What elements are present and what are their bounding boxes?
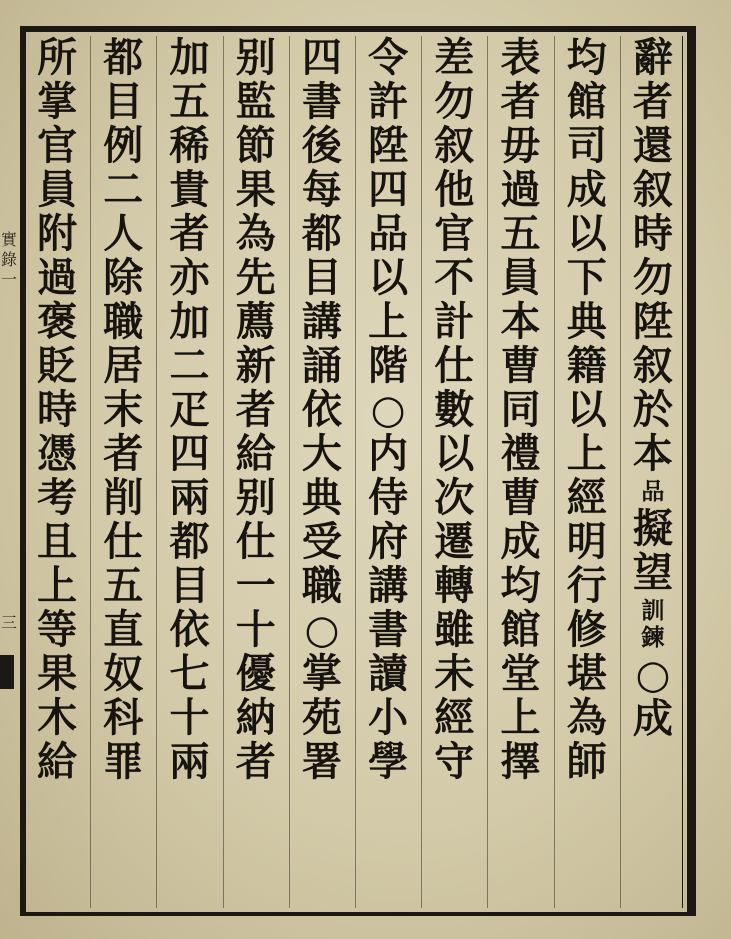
glyph: 籍 [566,342,607,389]
glyph: 叙 [632,166,673,213]
glyph: 過 [500,166,541,213]
glyph: 先 [235,254,276,301]
glyph: 誦 [301,342,342,389]
text-column-3 [493,36,549,908]
glyph: 曹 [500,474,541,521]
glyph: 直 [103,606,144,653]
glyph: 貶 [37,342,78,389]
glyph: 别 [235,34,276,81]
column-rule [289,36,290,908]
glyph: 許 [368,78,409,125]
glyph: 以 [434,430,475,477]
glyph: 仕 [103,518,144,565]
glyph: 薦 [235,298,276,345]
text-column-9 [95,36,151,908]
glyph: 差 [434,34,475,81]
glyph: ○ [304,606,340,653]
glyph: 職 [301,562,342,609]
glyph: 階 [368,342,409,389]
glyph: 館 [566,78,607,125]
glyph: 亦 [169,254,210,301]
glyph: 上 [37,562,78,609]
glyph: 十 [169,694,210,741]
glyph: 行 [566,562,607,609]
glyph: 講 [368,562,409,609]
column-rule [554,36,555,908]
glyph: 次 [434,474,475,521]
glyph: 下 [566,254,607,301]
glyph: 勿 [434,78,475,125]
glyph: 新 [235,342,276,389]
glyph: 四 [301,34,342,81]
glyph: 擬 [632,505,673,552]
text-column-5 [360,36,416,908]
margin-glyph-2: 錄 [0,250,17,269]
glyph: 奴 [103,650,144,697]
margin-glyph-1: 實 [0,230,17,249]
glyph: 雖 [434,606,475,653]
glyph: 陞 [368,122,409,169]
glyph: 仕 [434,342,475,389]
glyph: 上 [566,430,607,477]
glyph: 計 [434,298,475,345]
glyph: 於 [632,386,673,433]
glyph: 時 [632,210,673,257]
column-rule [355,36,356,908]
glyph: 四 [368,166,409,213]
glyph: 以 [566,386,607,433]
column-rule [223,36,224,908]
glyph: 掌 [37,78,78,125]
glyph: ○ [635,651,671,698]
text-column-8 [162,36,218,908]
glyph: 貴 [169,166,210,213]
glyph: 者 [103,430,144,477]
glyph: 兩 [169,738,210,785]
glyph: 表 [500,34,541,81]
glyph: 目 [301,254,342,301]
glyph: 果 [37,650,78,697]
glyph: 職 [103,298,144,345]
glyph: 都 [169,518,210,565]
glyph: 大 [301,430,342,477]
column-rule [90,36,91,908]
glyph: 上 [368,298,409,345]
glyph: 加 [169,34,210,81]
glyph: 同 [500,386,541,433]
glyph: 木 [37,694,78,741]
text-column-6 [294,36,350,908]
text-column-10 [29,36,85,908]
glyph: 且 [37,518,78,565]
glyph: 五 [500,210,541,257]
glyph: 辭 [632,34,673,81]
glyph: 令 [368,34,409,81]
glyph: 官 [434,210,475,257]
glyph: 五 [103,562,144,609]
glyph: 勿 [632,254,673,301]
glyph: 七 [169,650,210,697]
glyph: 修 [566,606,607,653]
glyph: 訓 [641,597,665,624]
margin-title [0,230,18,290]
glyph: 叙 [434,122,475,169]
glyph: 品 [368,210,409,257]
glyph: 人 [103,210,144,257]
glyph: 以 [368,254,409,301]
glyph: 本 [500,298,541,345]
glyph: 給 [37,738,78,785]
glyph: 監 [235,78,276,125]
glyph: 曹 [500,342,541,389]
glyph: 學 [368,738,409,785]
text-column-7 [228,36,284,908]
glyph: 典 [301,474,342,521]
text-column-1 [625,36,681,908]
glyph: 讀 [368,650,409,697]
column-rule [156,36,157,908]
glyph: 堂 [500,650,541,697]
glyph: 小 [368,694,409,741]
glyph: 陞 [632,298,673,345]
glyph: 堪 [566,650,607,697]
glyph: 還 [632,122,673,169]
glyph: 者 [632,78,673,125]
glyph: 均 [500,562,541,609]
glyph: 鍊 [641,624,665,651]
glyph: 官 [37,122,78,169]
glyph: 所 [37,34,78,81]
glyph: 叙 [632,342,673,389]
glyph: 加 [169,298,210,345]
glyph: 均 [566,34,607,81]
glyph: 掌 [301,650,342,697]
glyph: 科 [103,694,144,741]
glyph: 為 [566,694,607,741]
glyph: 本 [632,430,673,477]
glyph: 褒 [37,298,78,345]
glyph: 四 [169,430,210,477]
glyph: 書 [301,78,342,125]
glyph: 署 [301,738,342,785]
glyph: 為 [235,210,276,257]
glyph: 成 [566,166,607,213]
glyph: 二 [169,342,210,389]
glyph: 例 [103,122,144,169]
glyph: 望 [632,549,673,596]
glyph: 依 [169,606,210,653]
text-column-4 [426,36,482,908]
column-rule [487,36,488,908]
glyph: 兩 [169,474,210,521]
glyph: 禮 [500,430,541,477]
glyph: 等 [37,606,78,653]
glyph: 末 [103,386,144,433]
glyph: 府 [368,518,409,565]
glyph: 轉 [434,562,475,609]
glyph: 擇 [500,738,541,785]
glyph: 守 [434,738,475,785]
glyph: 者 [169,210,210,257]
glyph: 毋 [500,122,541,169]
glyph: 館 [500,606,541,653]
glyph: 他 [434,166,475,213]
glyph: 以 [566,210,607,257]
glyph: 附 [37,210,78,257]
glyph: 不 [434,254,475,301]
glyph: 削 [103,474,144,521]
text-column-2 [559,36,615,908]
glyph: 十 [235,606,276,653]
glyph: 别 [235,474,276,521]
glyph: 稀 [169,122,210,169]
glyph: 過 [37,254,78,301]
column-rule [421,36,422,908]
page-margin-strip [0,26,21,916]
glyph: 二 [103,166,144,213]
glyph: 節 [235,122,276,169]
glyph: 納 [235,694,276,741]
margin-page-number: 三 [0,613,17,632]
glyph: 典 [566,298,607,345]
glyph: 疋 [169,386,210,433]
glyph: 者 [500,78,541,125]
glyph: 員 [500,254,541,301]
glyph: 五 [169,78,210,125]
column-rule [620,36,621,908]
glyph: 果 [235,166,276,213]
glyph: 時 [37,386,78,433]
glyph: 目 [169,562,210,609]
glyph: 居 [103,342,144,389]
glyph: 憑 [37,430,78,477]
glyph: 品 [641,478,665,505]
fish-tail-mark [0,655,14,689]
glyph: 目 [103,78,144,125]
glyph: 師 [566,738,607,785]
glyph: 遷 [434,518,475,565]
glyph: 數 [434,386,475,433]
glyph: 一 [235,562,276,609]
glyph: ○ [370,386,406,433]
glyph: 成 [632,695,673,742]
glyph: 書 [368,606,409,653]
glyph: 依 [301,386,342,433]
glyph: 每 [301,166,342,213]
glyph: 員 [37,166,78,213]
glyph: 成 [500,518,541,565]
glyph: 上 [500,694,541,741]
glyph: 司 [566,122,607,169]
glyph: 優 [235,650,276,697]
glyph: 苑 [301,694,342,741]
glyph: 受 [301,518,342,565]
glyph: 者 [235,738,276,785]
glyph: 給 [235,430,276,477]
glyph: 後 [301,122,342,169]
margin-glyph-3: 一 [0,270,17,289]
glyph: 未 [434,650,475,697]
glyph: 經 [434,694,475,741]
glyph: 明 [566,518,607,565]
glyph: 罪 [103,738,144,785]
glyph: 仕 [235,518,276,565]
glyph: 者 [235,386,276,433]
glyph: 經 [566,474,607,521]
glyph: 内 [368,430,409,477]
glyph: 考 [37,474,78,521]
glyph: 講 [301,298,342,345]
glyph: 都 [103,34,144,81]
glyph: 都 [301,210,342,257]
glyph: 除 [103,254,144,301]
glyph: 侍 [368,474,409,521]
